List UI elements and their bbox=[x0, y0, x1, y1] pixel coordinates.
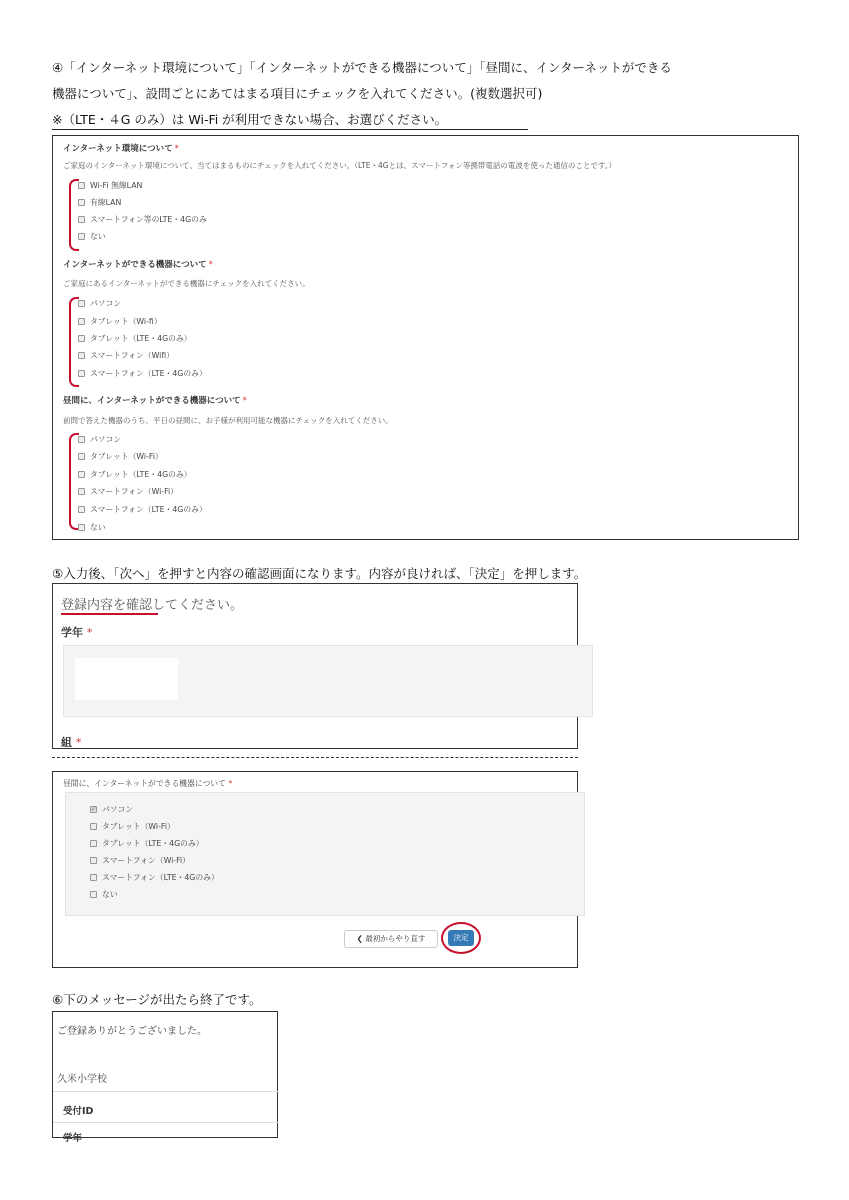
q3-option[interactable]: タブレット（Wi-Fi） bbox=[78, 451, 163, 463]
checkbox-icon bbox=[90, 874, 97, 881]
submit-button[interactable]: 決定 bbox=[448, 930, 474, 946]
q1-option[interactable]: Wi-Fi 無線LAN bbox=[78, 180, 142, 192]
confirm-screen-top bbox=[52, 583, 578, 749]
complete-screen bbox=[52, 1011, 278, 1144]
q3-option[interactable]: タブレット（LTE・4Gのみ） bbox=[78, 469, 192, 481]
step4-note-underline bbox=[52, 129, 528, 130]
checkbox-icon[interactable] bbox=[78, 488, 85, 495]
checkbox-icon bbox=[90, 857, 97, 864]
checkbox-icon[interactable] bbox=[78, 216, 85, 223]
table-row-divider bbox=[53, 1091, 279, 1092]
q3-option[interactable]: ない bbox=[78, 522, 106, 534]
grade-label: 学年 bbox=[63, 1133, 83, 1144]
step4-instruction-line2: 機器について」、設問ごとにあてはまる項目にチェックを入れてください。(複数選択可) bbox=[52, 86, 543, 101]
checkbox-icon[interactable] bbox=[78, 506, 85, 513]
submit-highlight-ring bbox=[441, 922, 481, 954]
q1-title: インターネット環境について * bbox=[63, 144, 179, 154]
checkbox-icon[interactable] bbox=[78, 352, 85, 359]
checkbox-icon[interactable] bbox=[78, 300, 85, 307]
q1-option[interactable]: 有線LAN bbox=[78, 197, 121, 209]
checkbox-checked-icon bbox=[90, 806, 97, 813]
grade-value-box bbox=[75, 658, 178, 700]
step6-instruction: ⑥下のメッセージが出たら終了です。 bbox=[52, 992, 262, 1007]
confirm-option: タブレット（LTE・4Gのみ） bbox=[90, 838, 204, 850]
receipt-id-label: 受付ID bbox=[63, 1106, 94, 1117]
checkbox-icon[interactable] bbox=[78, 370, 85, 377]
checkbox-icon[interactable] bbox=[78, 471, 85, 478]
checkbox-icon[interactable] bbox=[78, 233, 85, 240]
q2-option[interactable]: タブレット（Wi-fi） bbox=[78, 316, 162, 328]
checkbox-icon[interactable] bbox=[78, 318, 85, 325]
q2-option[interactable]: スマートフォン（Wifi） bbox=[78, 350, 174, 362]
screen-break-dashed-line bbox=[52, 757, 578, 758]
table-row-divider bbox=[53, 1122, 279, 1123]
checkbox-icon bbox=[90, 891, 97, 898]
q3-option[interactable]: スマートフォン（LTE・4Gのみ） bbox=[78, 504, 207, 516]
chevron-left-icon: ❮ bbox=[356, 934, 363, 943]
confirm-option: ✓パソコン bbox=[90, 804, 133, 816]
step4-note: ※（LTE・４G のみ）は Wi-Fi が利用できない場合、お選びください。 bbox=[52, 112, 448, 127]
q3-option[interactable]: スマートフォン（Wi-Fi） bbox=[78, 486, 178, 498]
q3-title: 昼間に、インターネットができる機器について * bbox=[63, 396, 247, 406]
q2-option[interactable]: スマートフォン（LTE・4Gのみ） bbox=[78, 368, 207, 380]
checkbox-icon[interactable] bbox=[78, 335, 85, 342]
field-grade-label: 学年 * bbox=[61, 626, 93, 639]
restart-button[interactable]: ❮ 最初からやり直す bbox=[344, 930, 438, 948]
checkbox-icon bbox=[90, 823, 97, 830]
q2-option[interactable]: タブレット（LTE・4Gのみ） bbox=[78, 333, 192, 345]
confirm-option: ない bbox=[90, 889, 118, 901]
confirm-q3-title: 昼間に、インターネットができる機器について * bbox=[63, 779, 233, 788]
checkbox-icon[interactable] bbox=[78, 453, 85, 460]
q2-option[interactable]: パソコン bbox=[78, 298, 121, 310]
checkbox-icon[interactable] bbox=[78, 436, 85, 443]
complete-message: ご登録ありがとうございました。 bbox=[57, 1026, 207, 1037]
field-class-label: 組 * bbox=[61, 736, 82, 749]
step4-instruction-line1: ④「インターネット環境について」「インターネットができる機器について」「昼間に、インターネットができる bbox=[52, 60, 672, 75]
q1-option[interactable]: ない bbox=[78, 231, 106, 243]
q3-description: 前問で答えた機器のうち、平日の昼間に、お子様が利用可能な機器にチェックを入れてください。 bbox=[63, 416, 393, 425]
grade-value-well bbox=[63, 645, 593, 717]
q2-title: インターネットができる機器について * bbox=[63, 260, 213, 270]
checkbox-icon bbox=[90, 840, 97, 847]
internet-survey-panel bbox=[52, 135, 799, 540]
confirm-heading-underline bbox=[61, 613, 158, 615]
confirm-option: スマートフォン（Wi-Fi） bbox=[90, 855, 190, 867]
confirm-heading: 登録内容を確認してください。 bbox=[61, 598, 244, 613]
school-name: 久米小学校 bbox=[57, 1074, 107, 1085]
confirm-option: スマートフォン（LTE・4Gのみ） bbox=[90, 872, 219, 884]
confirm-screen-bottom bbox=[52, 771, 578, 968]
step5-instruction: ⑤入力後、「次へ」を押すと内容の確認画面になります。内容が良ければ、「決定」を押します。 bbox=[52, 566, 587, 581]
confirm-q3-answers-well bbox=[65, 792, 585, 916]
checkbox-icon[interactable] bbox=[78, 199, 85, 206]
confirm-option: タブレット（Wi-Fi） bbox=[90, 821, 175, 833]
q2-description: ご家庭にあるインターネットができる機器にチェックを入れてください。 bbox=[63, 279, 310, 288]
q1-description: ご家庭のインターネット環境について、当てはまるものにチェックを入れてください。（LTE・4Gとは、スマートフォン等携帯電話の電波を使った通信のことです。） bbox=[63, 161, 616, 170]
checkbox-icon[interactable] bbox=[78, 182, 85, 189]
q1-option[interactable]: スマートフォン等のLTE・4Gのみ bbox=[78, 214, 207, 226]
q3-option[interactable]: パソコン bbox=[78, 434, 121, 446]
checkbox-icon[interactable] bbox=[78, 524, 85, 531]
